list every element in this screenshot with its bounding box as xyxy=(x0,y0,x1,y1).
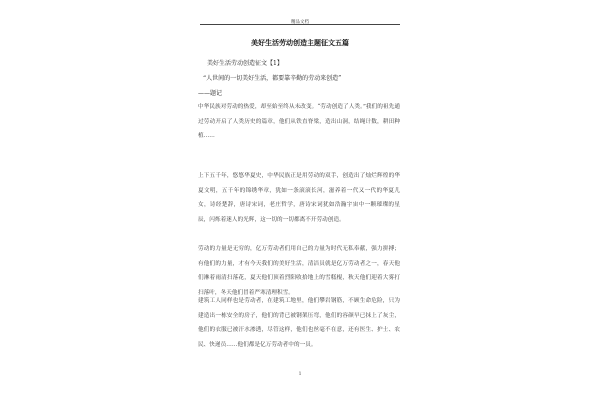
document-page xyxy=(200,8,400,394)
epigraph-attribution: ——题记 xyxy=(198,90,223,97)
document-subtitle: 美好生活劳动创造征文【1】 xyxy=(207,60,283,67)
header-text: 精品文档 xyxy=(291,20,309,25)
body-paragraph: 上下五千年，悠悠华夏史，中华民族正是用劳动的双手，创造出了灿烂辉煌的华夏文明，五千年的锦绣华章，犹如一条滚滚长河，滋养着一代又一代的华夏儿女，诗经楚辞，唐诗宋词，老庄哲学，唐诗宋词犹如浩瀚宇宙中一颗璀璨的星辰，闪烁着迷人的光辉，这一切的一切都离不开劳动创造。 xyxy=(198,173,400,223)
page-header xyxy=(200,8,400,25)
body-paragraph: 建筑工人同样也是劳动者，在建筑工地里，他们攀岩钢筋，不顾生命危险，只为建造出一栋安全的房子，他们的背已被钢架压弯，他们的容颜早已抹上了灰尘，他们的衣服已被汗水渗透，尽管这样，他们也丝毫不在意，还有医生、护士、农民、快递员……他们都是亿万劳动者中的一员。 xyxy=(198,298,400,348)
body-paragraph: 中华民族对劳动的热爱，却至始至终从未改变。“劳动创造了人类。”我们的祖先通过劳动开启了人类历史的篇章，他们从铁直脊梁，造出山洞，结绳计数，耕田种植…… xyxy=(198,104,400,139)
document-title: 美好生活劳动创造主题征文五篇 xyxy=(251,38,349,47)
epigraph-quote: “人世间的一切美好生活，都要靠辛勤的劳动来创造” xyxy=(203,75,342,82)
page-number: 1 xyxy=(298,372,302,377)
body-paragraph: 劳动的力量是无穷的，亿万劳动者们用自己的力量为时代无私奉献，强力拼搏；有他们的力量，才有今天我们的美好生活，清洁员就是亿万劳动者之一，春天他们淋着雨清扫落花，夏天他们顶着烈阳收拾地上的雪糕棍，秋天他们迎着大雾打扫落叶，冬天他们冒着严寒清理积雪。 xyxy=(198,246,400,296)
